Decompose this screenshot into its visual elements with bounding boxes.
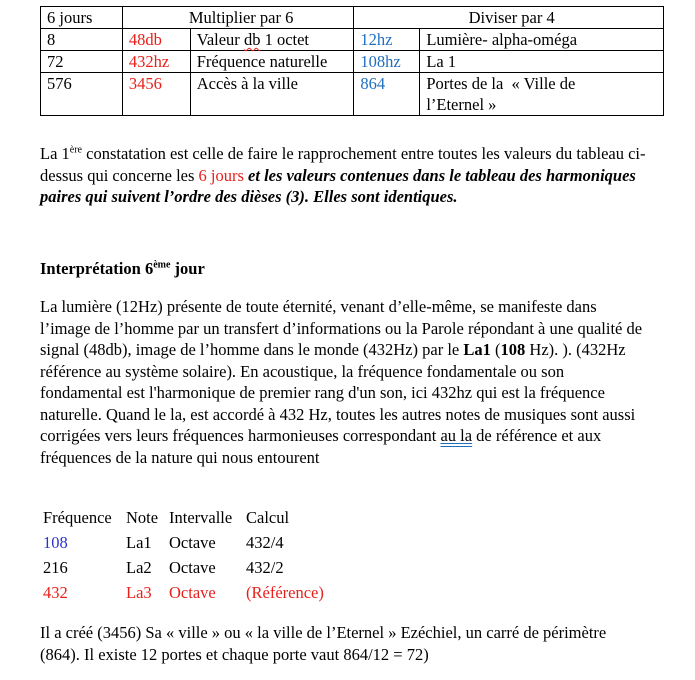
label-line: Portes de la « Ville de (426, 74, 576, 93)
cell-multiplied-label: Accès à la ville (190, 73, 354, 116)
paragraph-interpretation (40, 296, 650, 468)
freq-header: Intervalle (169, 508, 233, 527)
label-text: Valeur (196, 30, 244, 49)
freq-header: Note (126, 508, 159, 527)
freq-note: La2 (126, 558, 152, 577)
cell-divided: 12hz (354, 29, 420, 51)
freq-value: 432 (43, 583, 68, 602)
freq-interval: Octave (169, 583, 216, 602)
freq-header: Fréquence (43, 508, 112, 527)
freq-value: 216 (43, 558, 68, 577)
table-row (41, 51, 664, 73)
cell-divided-label: La 1 (420, 51, 664, 73)
text: ( (490, 340, 501, 359)
freq-interval: Octave (169, 533, 216, 552)
header-diviser: Diviser par 4 (354, 7, 664, 29)
freq-header: Calcul (246, 508, 290, 527)
cell-days: 72 (41, 51, 123, 73)
cell-days: 576 (41, 73, 123, 116)
text: Il a créé (3456) Sa « ville » ou « la ville de l’Eternel » Ezéchiel, un carré de périmètre (864). Il existe 12 portes et chaque porte vaut 864/12 = 72) (40, 623, 607, 664)
freq-interval: Octave (169, 558, 216, 577)
cell-multiplied-label: Fréquence naturelle (190, 51, 354, 73)
cell-divided: 864 (354, 73, 420, 116)
text: La lumière (12Hz) présente de toute éternité, venant d’elle-même, se manifeste dans l’image de l’homme par un transfert d’informations ou la Parole répondant à une qualité de signal (48db), image de l’homme dans le monde (432Hz) par le (40, 297, 643, 359)
freq-calc: 432/4 (246, 533, 284, 552)
grammar-underline: au la (440, 426, 473, 445)
cell-divided-label (420, 73, 664, 116)
spellcheck-word: db (243, 30, 261, 49)
table-row (41, 73, 664, 116)
cell-multiplied: 432hz (122, 51, 190, 73)
table-header-row (41, 7, 664, 29)
text: Hz). ). (432Hz référence au système solaire). En acoustique, la fréquence fondamentale ou son fondamental est l'harmonique de premier rang d'un son, ici 432hz qui est la fréquence naturelle. Quand le la, est accordé à 432 Hz, toutes les autres notes de musiques sont aussi corrigées vers leurs fréquences harmonieuses correspondant (40, 340, 636, 445)
paragraph-ville (40, 622, 650, 665)
header-multiplier: Multiplier par 6 (122, 7, 354, 29)
freq-value: 108 (43, 533, 68, 552)
cell-divided: 108hz (354, 51, 420, 73)
bold-text: La1 (463, 340, 491, 359)
freq-header-row (40, 505, 328, 530)
label-line: l’Eternel » (426, 95, 497, 114)
label-text: 1 octet (260, 30, 310, 49)
bold-text: 108 (500, 340, 526, 359)
freq-note: La1 (126, 533, 152, 552)
paragraph-constatation (40, 143, 650, 208)
cell-days: 8 (41, 29, 123, 51)
text: constatation est celle de faire le rapprochement entre toutes les valeurs du tableau ci-dessus qui concerne les (40, 144, 646, 185)
superscript: ère (69, 144, 82, 156)
highlight-6-jours: 6 jours (198, 165, 244, 185)
text: La 1 (40, 144, 70, 163)
cell-divided-label: Lumière- alpha-oméga (420, 29, 664, 51)
table-row (40, 530, 328, 555)
heading-text: jour (170, 259, 205, 278)
cell-multiplied: 3456 (122, 73, 190, 116)
frequency-table (40, 505, 328, 605)
table-row (41, 29, 664, 51)
heading-text: Interprétation 6 (40, 259, 154, 278)
values-table (40, 6, 664, 116)
freq-note: La3 (126, 583, 152, 602)
cell-multiplied: 48db (122, 29, 190, 51)
freq-calc: (Référence) (246, 583, 324, 602)
emphasis-text: et les valeurs contenues dans le tableau des harmoniques paires qui suivent l’ordre des dièses (3). Elles sont identiques. (40, 165, 636, 206)
superscript: ème (153, 259, 171, 271)
table-row (40, 555, 328, 580)
table-row (40, 580, 328, 605)
freq-calc: 432/2 (246, 558, 284, 577)
section-heading (40, 258, 650, 280)
cell-multiplied-label (190, 29, 354, 51)
header-6-jours: 6 jours (41, 7, 123, 29)
text: de référence et aux fréquences de la nature qui nous entourent (40, 426, 602, 467)
